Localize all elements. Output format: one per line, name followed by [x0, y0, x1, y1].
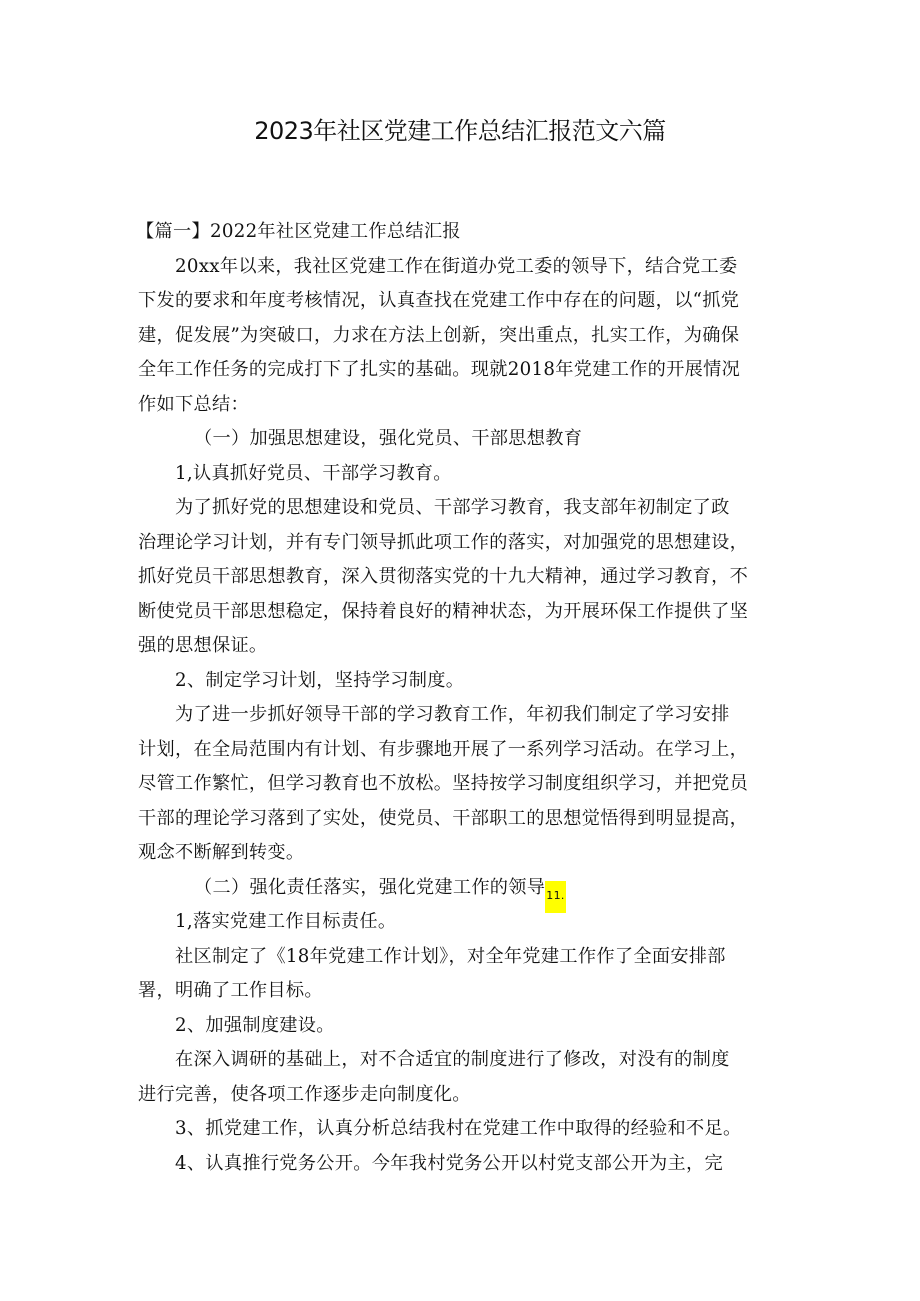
paragraph-line: 干部的理论学习落到了实处，使党员、干部职工的思想觉悟得到明显提高，: [138, 807, 749, 829]
list-item-heading: 1,落实党建工作目标责任。: [175, 911, 397, 932]
paragraph-line: 下发的要求和年度考核情况，认真查找在党建工作中存在的问题，以“抓党: [138, 290, 740, 311]
highlight-mark: 11.: [545, 881, 565, 913]
paragraph-line: 治理论学习计划，并有专门领导抓此项工作的落实，对加强党的思想建设，: [138, 531, 749, 553]
paragraph-line: 尽管工作繁忙，但学习教育也不放松。坚持按学习制度组织学习，并把党员: [138, 773, 749, 794]
paragraph-line: 全年工作任务的完成打下了扎实的基础。现就2018年党建工作的开展情况: [138, 359, 741, 380]
subsection-heading-2: [138, 871, 798, 906]
document-body: [138, 215, 798, 1181]
section-heading: 【篇一】2022年社区党建工作总结汇报: [136, 221, 461, 242]
paragraph-line: 为了抓好党的思想建设和党员、干部学习教育，我支部年初制定了政: [175, 497, 730, 518]
paragraph-line: 作如下总结：: [138, 393, 249, 415]
list-item-heading: 1,认真抓好党员、干部学习教育。: [175, 462, 452, 484]
paragraph-line: 进行完善，使各项工作逐步走向制度化。: [138, 1083, 471, 1105]
paragraph-line: 20xx年以来，我社区党建工作在街道办党工委的领导下，结合党工委: [175, 255, 738, 277]
paragraph-line: 社区制定了《18年党建工作计划》，对全年党建工作作了全面安排部: [175, 945, 726, 967]
document-title: 2023年社区党建工作总结汇报范文六篇: [254, 117, 666, 145]
paragraph-line: 建，促发展”为突破口，力求在方法上创新，突出重点，扎实工作，为确保: [138, 324, 740, 346]
paragraph-line: 强的思想保证。: [138, 635, 268, 656]
paragraph-line: 为了进一步抓好领导干部的学习教育工作，年初我们制定了学习安排: [175, 704, 730, 725]
subsection-heading-text: （二）强化责任落实，强化党建工作的领导: [194, 876, 546, 898]
subsection-heading-1: （一）加强思想建设，强化党员、干部思想教育: [194, 428, 583, 449]
paragraph-line: 断使党员干部思想稳定，保持着良好的精神状态，为开展环保工作提供了坚: [138, 600, 749, 622]
list-item-heading: 2、加强制度建设。: [175, 1014, 335, 1036]
paragraph-line: 署，明确了工作目标。: [138, 980, 323, 1001]
paragraph-line: 观念不断解到转变。: [138, 842, 305, 863]
list-item-heading: 2、制定学习计划，坚持学习制度。: [175, 669, 465, 691]
paragraph-line: 在深入调研的基础上，对不合适宜的制度进行了修改，对没有的制度: [175, 1049, 730, 1070]
paragraph-line: 计划，在全局范围内有计划、有步骤地开展了一系列学习活动。在学习上，: [138, 738, 749, 760]
list-item-heading: 3、抓党建工作，认真分析总结我村在党建工作中取得的经验和不足。: [175, 1118, 742, 1139]
paragraph-line: 抓好党员干部思想教育，深入贯彻落实党的十九大精神，通过学习教育，不: [138, 566, 749, 587]
list-item-heading: 4、认真推行党务公开。今年我村党务公开以村党支部公开为主，完: [175, 1152, 724, 1174]
